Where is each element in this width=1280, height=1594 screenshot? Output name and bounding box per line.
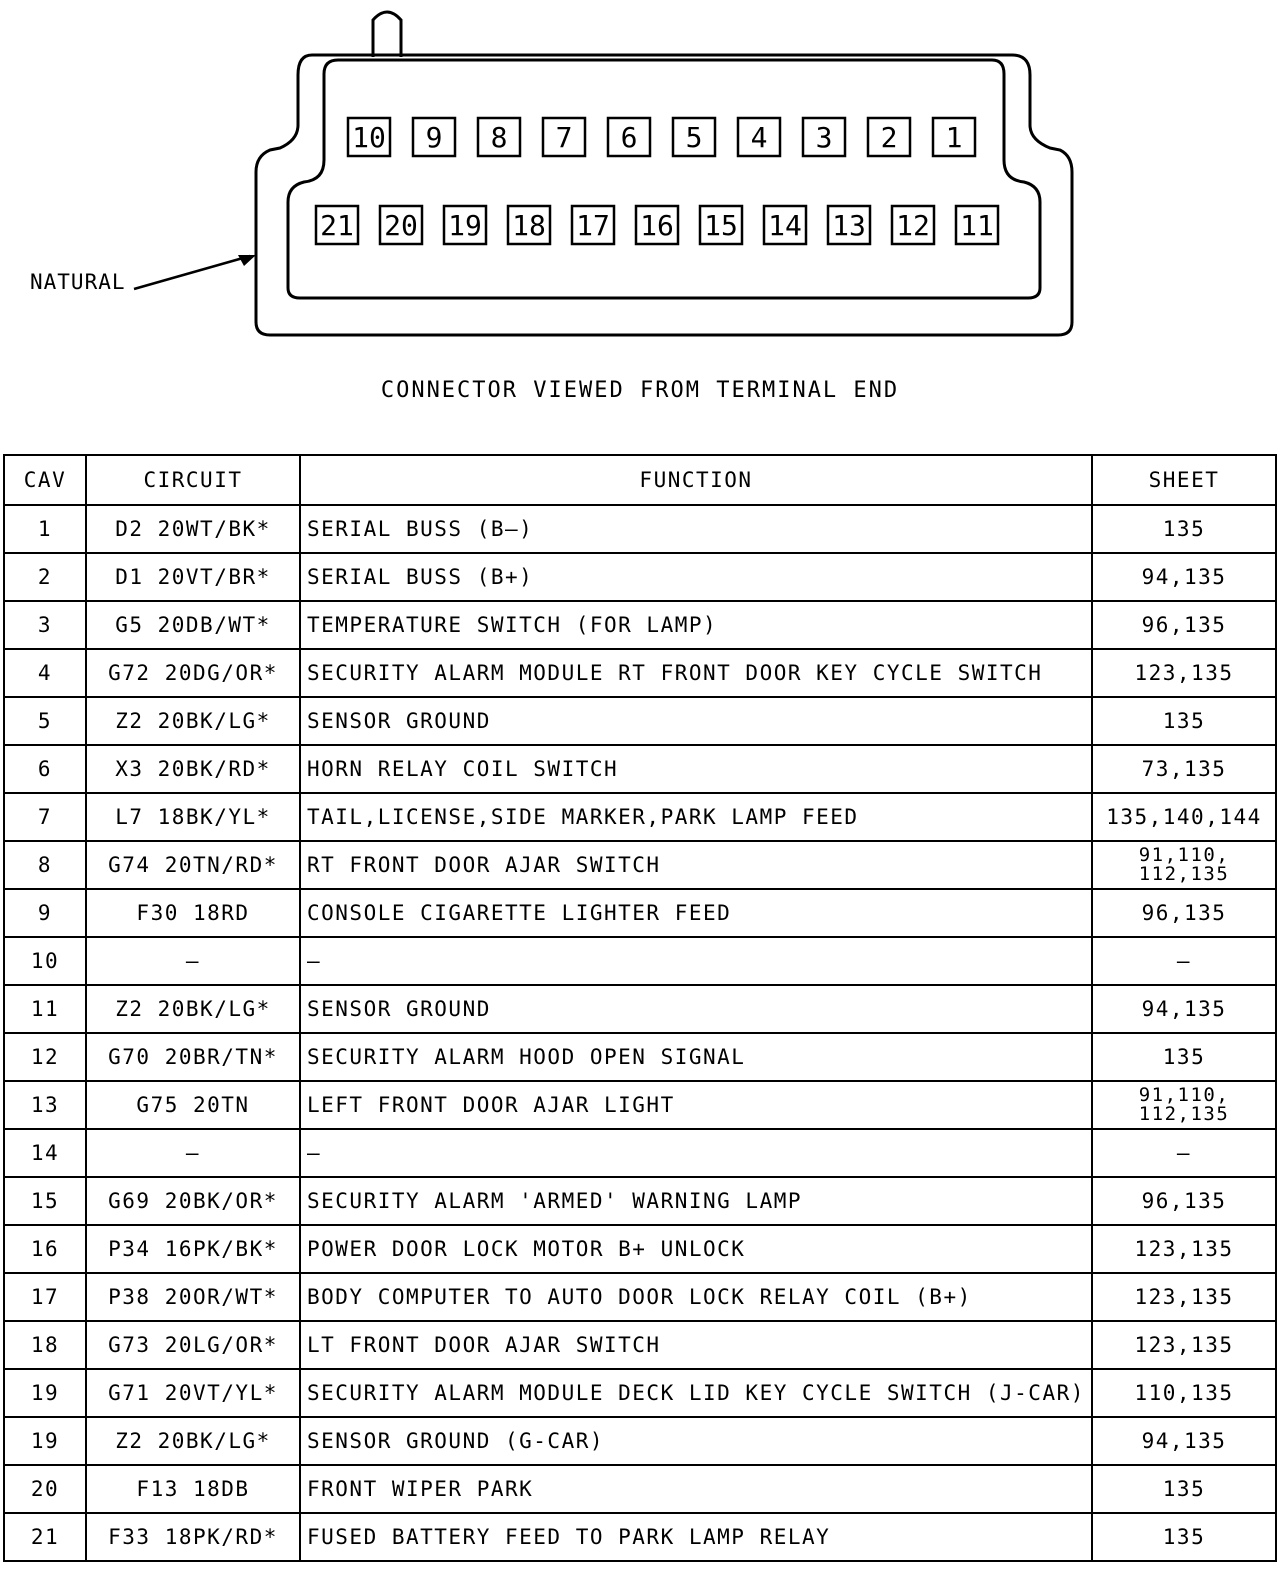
function-cell: BODY COMPUTER TO AUTO DOOR LOCK RELAY COIL (B+): [300, 1273, 1092, 1321]
function-cell: SECURITY ALARM 'ARMED' WARNING LAMP: [300, 1177, 1092, 1225]
table-row: [4, 1417, 1276, 1465]
circuit-cell: G5 20DB/WT*: [86, 601, 300, 649]
table-row: [4, 1369, 1276, 1417]
connector-outer-shell: [256, 55, 1072, 335]
circuit-cell: G74 20TN/RD*: [86, 841, 300, 889]
pin-label: 20: [384, 209, 418, 242]
cav-cell: 15: [4, 1177, 86, 1225]
header-function: FUNCTION: [300, 455, 1092, 505]
pin-label: 13: [832, 209, 866, 242]
table-row: [4, 1225, 1276, 1273]
circuit-cell: F13 18DB: [86, 1465, 300, 1513]
table-row: [4, 1129, 1276, 1177]
table-row: [4, 1273, 1276, 1321]
function-cell: —: [300, 937, 1092, 985]
cav-cell: 14: [4, 1129, 86, 1177]
cav-cell: 19: [4, 1369, 86, 1417]
sheet-cell: 123,135: [1092, 1225, 1276, 1273]
circuit-cell: F33 18PK/RD*: [86, 1513, 300, 1561]
cav-cell: 19: [4, 1417, 86, 1465]
natural-callout-line: [134, 256, 250, 289]
circuit-cell: G69 20BK/OR*: [86, 1177, 300, 1225]
function-cell: SECURITY ALARM HOOD OPEN SIGNAL: [300, 1033, 1092, 1081]
sheet-cell: 94,135: [1092, 1417, 1276, 1465]
table-row: [4, 985, 1276, 1033]
sheet-cell: 91,110, 112,135: [1092, 841, 1276, 889]
function-cell: FUSED BATTERY FEED TO PARK LAMP RELAY: [300, 1513, 1092, 1561]
circuit-cell: P34 16PK/BK*: [86, 1225, 300, 1273]
circuit-cell: D2 20WT/BK*: [86, 505, 300, 553]
connector-inner-shell: [288, 60, 1040, 298]
pin-label: 12: [896, 209, 930, 242]
pin-label: 10: [352, 121, 386, 154]
function-cell: SERIAL BUSS (B+): [300, 553, 1092, 601]
table-row: [4, 601, 1276, 649]
pin-label: 2: [880, 121, 898, 154]
pin-label: 1: [945, 121, 963, 154]
cav-cell: 18: [4, 1321, 86, 1369]
pin-label: 16: [640, 209, 674, 242]
sheet-cell: 135: [1092, 505, 1276, 553]
circuit-cell: —: [86, 937, 300, 985]
sheet-cell: 123,135: [1092, 1273, 1276, 1321]
bottom-row-pins: [316, 206, 998, 244]
cav-cell: 12: [4, 1033, 86, 1081]
table-row: [4, 1465, 1276, 1513]
pin-label: 8: [490, 121, 508, 154]
table-row: [4, 841, 1276, 889]
sheet-cell: —: [1092, 1129, 1276, 1177]
cav-cell: 13: [4, 1081, 86, 1129]
sheet-cell: 91,110, 112,135: [1092, 1081, 1276, 1129]
natural-callout-arrowhead: [238, 255, 256, 266]
circuit-cell: G73 20LG/OR*: [86, 1321, 300, 1369]
circuit-cell: F30 18RD: [86, 889, 300, 937]
pin-label: 7: [555, 121, 573, 154]
cav-cell: 10: [4, 937, 86, 985]
sheet-cell: —: [1092, 937, 1276, 985]
pin-label: 15: [704, 209, 738, 242]
circuit-cell: G70 20BR/TN*: [86, 1033, 300, 1081]
circuit-cell: D1 20VT/BR*: [86, 553, 300, 601]
pin-label: 3: [815, 121, 833, 154]
sheet-cell: 123,135: [1092, 649, 1276, 697]
table-row: [4, 553, 1276, 601]
cav-cell: 7: [4, 793, 86, 841]
table-row: [4, 649, 1276, 697]
cav-cell: 8: [4, 841, 86, 889]
pin-label: 17: [576, 209, 610, 242]
pin-label: 6: [620, 121, 638, 154]
cav-cell: 21: [4, 1513, 86, 1561]
circuit-cell: X3 20BK/RD*: [86, 745, 300, 793]
pin-label: 9: [425, 121, 443, 154]
cav-cell: 9: [4, 889, 86, 937]
header-cav: CAV: [4, 455, 86, 505]
table-row: [4, 505, 1276, 553]
circuit-cell: G75 20TN: [86, 1081, 300, 1129]
sheet-cell: 96,135: [1092, 1177, 1276, 1225]
pinout-table: [3, 454, 1277, 1562]
function-cell: TEMPERATURE SWITCH (FOR LAMP): [300, 601, 1092, 649]
cav-cell: 1: [4, 505, 86, 553]
sheet-cell: 135: [1092, 1033, 1276, 1081]
circuit-cell: Z2 20BK/LG*: [86, 1417, 300, 1465]
table-row: [4, 1513, 1276, 1561]
cav-cell: 4: [4, 649, 86, 697]
pin-label: 14: [768, 209, 802, 242]
function-cell: LEFT FRONT DOOR AJAR LIGHT: [300, 1081, 1092, 1129]
function-cell: SERIAL BUSS (B—): [300, 505, 1092, 553]
pin-label: 11: [960, 209, 994, 242]
cav-cell: 5: [4, 697, 86, 745]
table-row: [4, 889, 1276, 937]
natural-callout-label: NATURAL: [30, 270, 126, 294]
top-row-pins: [348, 118, 975, 156]
pin-label: 5: [685, 121, 703, 154]
sheet-cell: 110,135: [1092, 1369, 1276, 1417]
table-row: [4, 937, 1276, 985]
header-circuit: CIRCUIT: [86, 455, 300, 505]
pin-label: 19: [448, 209, 482, 242]
circuit-cell: G71 20VT/YL*: [86, 1369, 300, 1417]
table-header-row: [4, 455, 1276, 505]
circuit-cell: G72 20DG/OR*: [86, 649, 300, 697]
cav-cell: 16: [4, 1225, 86, 1273]
circuit-cell: —: [86, 1129, 300, 1177]
function-cell: POWER DOOR LOCK MOTOR B+ UNLOCK: [300, 1225, 1092, 1273]
cav-cell: 17: [4, 1273, 86, 1321]
sheet-cell: 135: [1092, 697, 1276, 745]
function-cell: SECURITY ALARM MODULE DECK LID KEY CYCLE SWITCH (J-CAR): [300, 1369, 1092, 1417]
cav-cell: 20: [4, 1465, 86, 1513]
sheet-cell: 94,135: [1092, 985, 1276, 1033]
sheet-cell: 123,135: [1092, 1321, 1276, 1369]
table-row: [4, 793, 1276, 841]
function-cell: LT FRONT DOOR AJAR SWITCH: [300, 1321, 1092, 1369]
circuit-cell: P38 20OR/WT*: [86, 1273, 300, 1321]
circuit-cell: L7 18BK/YL*: [86, 793, 300, 841]
sheet-cell: 135,140,144: [1092, 793, 1276, 841]
pin-label: 21: [320, 209, 354, 242]
pin-label: 4: [750, 121, 768, 154]
sheet-cell: 96,135: [1092, 601, 1276, 649]
table-row: [4, 1177, 1276, 1225]
diagram-caption: CONNECTOR VIEWED FROM TERMINAL END: [380, 378, 900, 403]
cav-cell: 3: [4, 601, 86, 649]
function-cell: SENSOR GROUND: [300, 697, 1092, 745]
sheet-cell: 135: [1092, 1513, 1276, 1561]
table-row: [4, 1081, 1276, 1129]
cav-cell: 11: [4, 985, 86, 1033]
function-cell: FRONT WIPER PARK: [300, 1465, 1092, 1513]
cav-cell: 2: [4, 553, 86, 601]
connector-diagram: [0, 0, 1280, 420]
function-cell: SECURITY ALARM MODULE RT FRONT DOOR KEY CYCLE SWITCH: [300, 649, 1092, 697]
function-cell: —: [300, 1129, 1092, 1177]
function-cell: RT FRONT DOOR AJAR SWITCH: [300, 841, 1092, 889]
sheet-cell: 94,135: [1092, 553, 1276, 601]
sheet-cell: 96,135: [1092, 889, 1276, 937]
sheet-cell: 73,135: [1092, 745, 1276, 793]
function-cell: SENSOR GROUND (G-CAR): [300, 1417, 1092, 1465]
function-cell: HORN RELAY COIL SWITCH: [300, 745, 1092, 793]
table-row: [4, 1321, 1276, 1369]
pin-label: 18: [512, 209, 546, 242]
sheet-cell: 135: [1092, 1465, 1276, 1513]
circuit-cell: Z2 20BK/LG*: [86, 697, 300, 745]
table-row: [4, 1033, 1276, 1081]
cav-cell: 6: [4, 745, 86, 793]
function-cell: SENSOR GROUND: [300, 985, 1092, 1033]
table-row: [4, 745, 1276, 793]
circuit-cell: Z2 20BK/LG*: [86, 985, 300, 1033]
table-row: [4, 697, 1276, 745]
header-sheet: SHEET: [1092, 455, 1276, 505]
connector-latch-tab: [373, 12, 401, 57]
function-cell: CONSOLE CIGARETTE LIGHTER FEED: [300, 889, 1092, 937]
function-cell: TAIL,LICENSE,SIDE MARKER,PARK LAMP FEED: [300, 793, 1092, 841]
